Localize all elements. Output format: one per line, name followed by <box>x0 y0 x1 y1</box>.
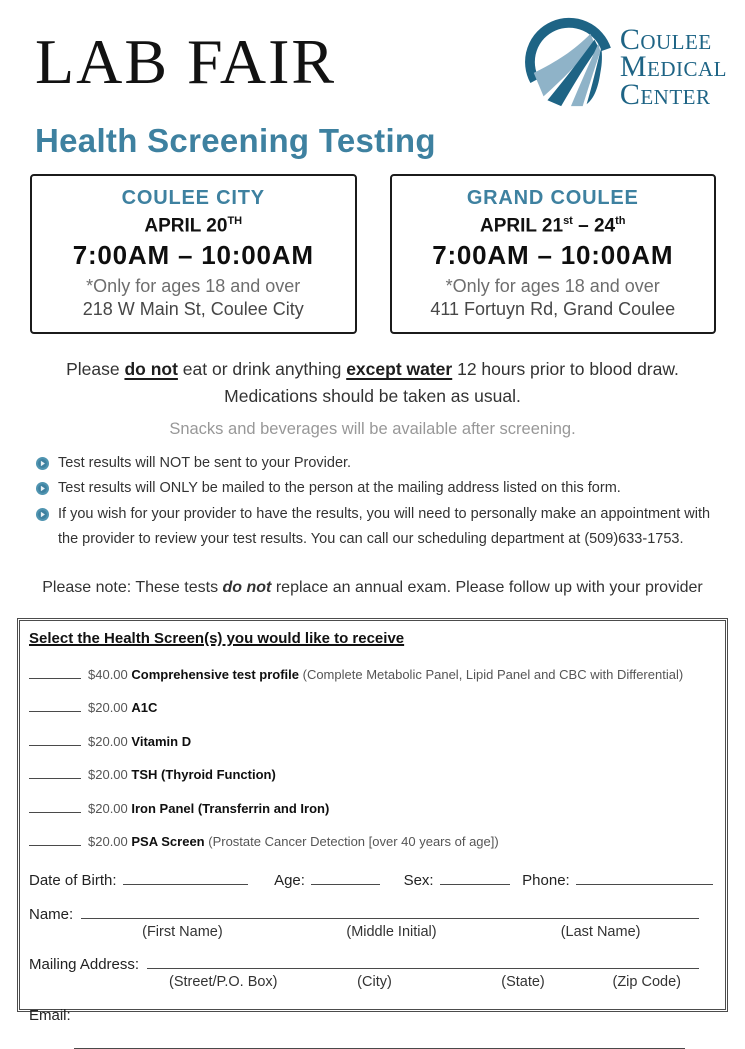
screen-option-a1c <box>29 699 713 715</box>
state-caption: (State) <box>501 974 545 991</box>
except-water-emphasis: except water <box>346 359 453 380</box>
mailing-address-input-line[interactable] <box>147 956 699 969</box>
selection-blank[interactable] <box>29 800 81 813</box>
date-ordinal-2: th <box>615 215 626 227</box>
coulee-medical-center-logo <box>522 16 727 118</box>
selection-blank[interactable] <box>29 666 81 679</box>
selection-blank[interactable] <box>29 733 81 746</box>
location-time: 7:00AM – 10:00AM <box>432 240 674 271</box>
note-text: replace an annual exam. Please follow up with your provider <box>271 579 703 597</box>
email-label: Email: <box>29 1007 71 1025</box>
arrow-circle-bullet-icon <box>36 508 49 521</box>
bullet-text: Test results will NOT be sent to your Provider. <box>58 454 352 471</box>
page-title: LAB FAIR <box>35 26 337 97</box>
option-name: Comprehensive test profile <box>131 666 299 682</box>
option-price: $20.00 <box>88 733 128 749</box>
option-description: (Prostate Cancer Detection [over 40 years of age]) <box>204 834 499 850</box>
option-price: $40.00 <box>88 666 128 682</box>
sex-input-line[interactable] <box>440 872 511 885</box>
screen-option-psa <box>29 833 713 849</box>
location-address: 411 Fortuyn Rd, Grand Coulee <box>430 299 676 320</box>
last-name-caption: (Last Name) <box>560 924 641 941</box>
email-row <box>29 1007 713 1024</box>
first-name-caption: (First Name) <box>142 924 223 941</box>
logo-line-center: Center <box>619 77 711 111</box>
option-name: TSH (Thyroid Function) <box>131 767 276 783</box>
age-input-line[interactable] <box>311 872 380 885</box>
option-price: $20.00 <box>88 834 128 850</box>
age-label: Age: <box>274 872 305 890</box>
location-address: 218 W Main St, Coulee City <box>82 299 304 320</box>
screen-option-iron-panel <box>29 800 713 816</box>
location-age-note: *Only for ages 18 and over <box>86 276 301 297</box>
bullet-text: Test results will ONLY be mailed to the person at the mailing address listed on this form. <box>58 480 621 497</box>
location-age-note: *Only for ages 18 and over <box>445 276 660 297</box>
option-name: Iron Panel (Transferrin and Iron) <box>131 800 330 816</box>
health-screen-form <box>17 618 728 1025</box>
logo-wordmark <box>619 22 727 111</box>
option-name: Vitamin D <box>131 733 192 749</box>
do-not-emphasis: do not <box>124 359 178 380</box>
city-caption: (City) <box>357 974 392 991</box>
name-input-line[interactable] <box>81 906 699 919</box>
selection-blank[interactable] <box>29 699 81 712</box>
name-row <box>29 906 713 923</box>
snacks-note: Snacks and beverages will be available after screening. <box>169 419 576 438</box>
screen-option-tsh <box>29 766 713 782</box>
subtitle: Health Screening Testing <box>35 122 436 159</box>
location-date <box>36 215 351 237</box>
location-card-grand-coulee <box>390 174 717 334</box>
fasting-instructions <box>12 356 733 409</box>
logo-line-medical: Medical <box>619 50 727 84</box>
location-cards <box>30 174 716 334</box>
instruction-text: eat or drink anything <box>177 359 347 380</box>
date-text-2: – 24 <box>572 215 616 237</box>
date-text: APRIL 21 <box>479 215 564 237</box>
bullet-text: If you wish for your provider to have the results, you will need to personally make an appointment with the provider to review your test results. You can call our scheduling department at (509)633-1753. <box>58 505 711 547</box>
street-caption: (Street/P.O. Box) <box>168 974 278 991</box>
screen-option-comprehensive <box>29 666 713 682</box>
name-captions <box>84 924 699 940</box>
location-city-name: COULEE CITY <box>121 187 265 209</box>
zip-caption: (Zip Code) <box>612 974 681 991</box>
list-item <box>36 502 727 553</box>
list-item <box>36 476 727 501</box>
waterfall-arc-logo-icon <box>522 16 616 118</box>
option-name: A1C <box>131 700 158 716</box>
dob-label: Date of Birth: <box>29 872 117 890</box>
arrow-circle-bullet-icon <box>36 482 49 495</box>
name-label: Name: <box>29 906 74 924</box>
option-description: (Complete Metabolic Panel, Lipid Panel and CBC with Differential) <box>299 666 684 682</box>
dob-input-line[interactable] <box>123 872 249 885</box>
location-city-name: GRAND COULEE <box>466 187 639 209</box>
mailing-captions <box>149 974 699 990</box>
annual-exam-note <box>0 579 745 597</box>
location-date <box>396 215 711 237</box>
form-heading: Select the Health Screen(s) you would like to receive <box>29 630 405 648</box>
option-name: PSA Screen <box>131 834 205 850</box>
instruction-text: Please <box>66 359 125 380</box>
list-item <box>36 451 727 476</box>
location-card-coulee-city <box>30 174 357 334</box>
date-text: APRIL 20 <box>144 215 228 237</box>
phone-label: Phone: <box>522 872 570 890</box>
screen-option-vitamin-d <box>29 733 713 749</box>
do-not-emphasis: do not <box>222 579 272 597</box>
arrow-circle-bullet-icon <box>36 457 49 470</box>
dob-age-sex-phone-row <box>29 872 713 889</box>
header <box>0 0 745 118</box>
sex-label: Sex: <box>403 872 434 890</box>
selection-blank[interactable] <box>29 833 81 846</box>
mailing-address-row <box>29 956 713 973</box>
results-bullet-list <box>36 451 727 553</box>
note-text: Please note: These tests <box>42 579 223 597</box>
date-ordinal: TH <box>227 215 243 227</box>
contact-fields <box>29 872 713 1049</box>
option-price: $20.00 <box>88 700 128 716</box>
date-ordinal: st <box>563 215 573 227</box>
instruction-text: 12 hours prior to blood draw. <box>452 359 679 380</box>
mailing-address-label: Mailing Address: <box>29 956 140 974</box>
option-price: $20.00 <box>88 767 128 783</box>
middle-initial-caption: (Middle Initial) <box>346 924 437 941</box>
selection-blank[interactable] <box>29 766 81 779</box>
medications-note: Medications should be taken as usual. <box>224 385 521 406</box>
logo-line-coulee: Coulee <box>619 22 712 56</box>
phone-input-line[interactable] <box>576 872 713 885</box>
option-price: $20.00 <box>88 800 128 816</box>
location-time: 7:00AM – 10:00AM <box>72 240 314 271</box>
